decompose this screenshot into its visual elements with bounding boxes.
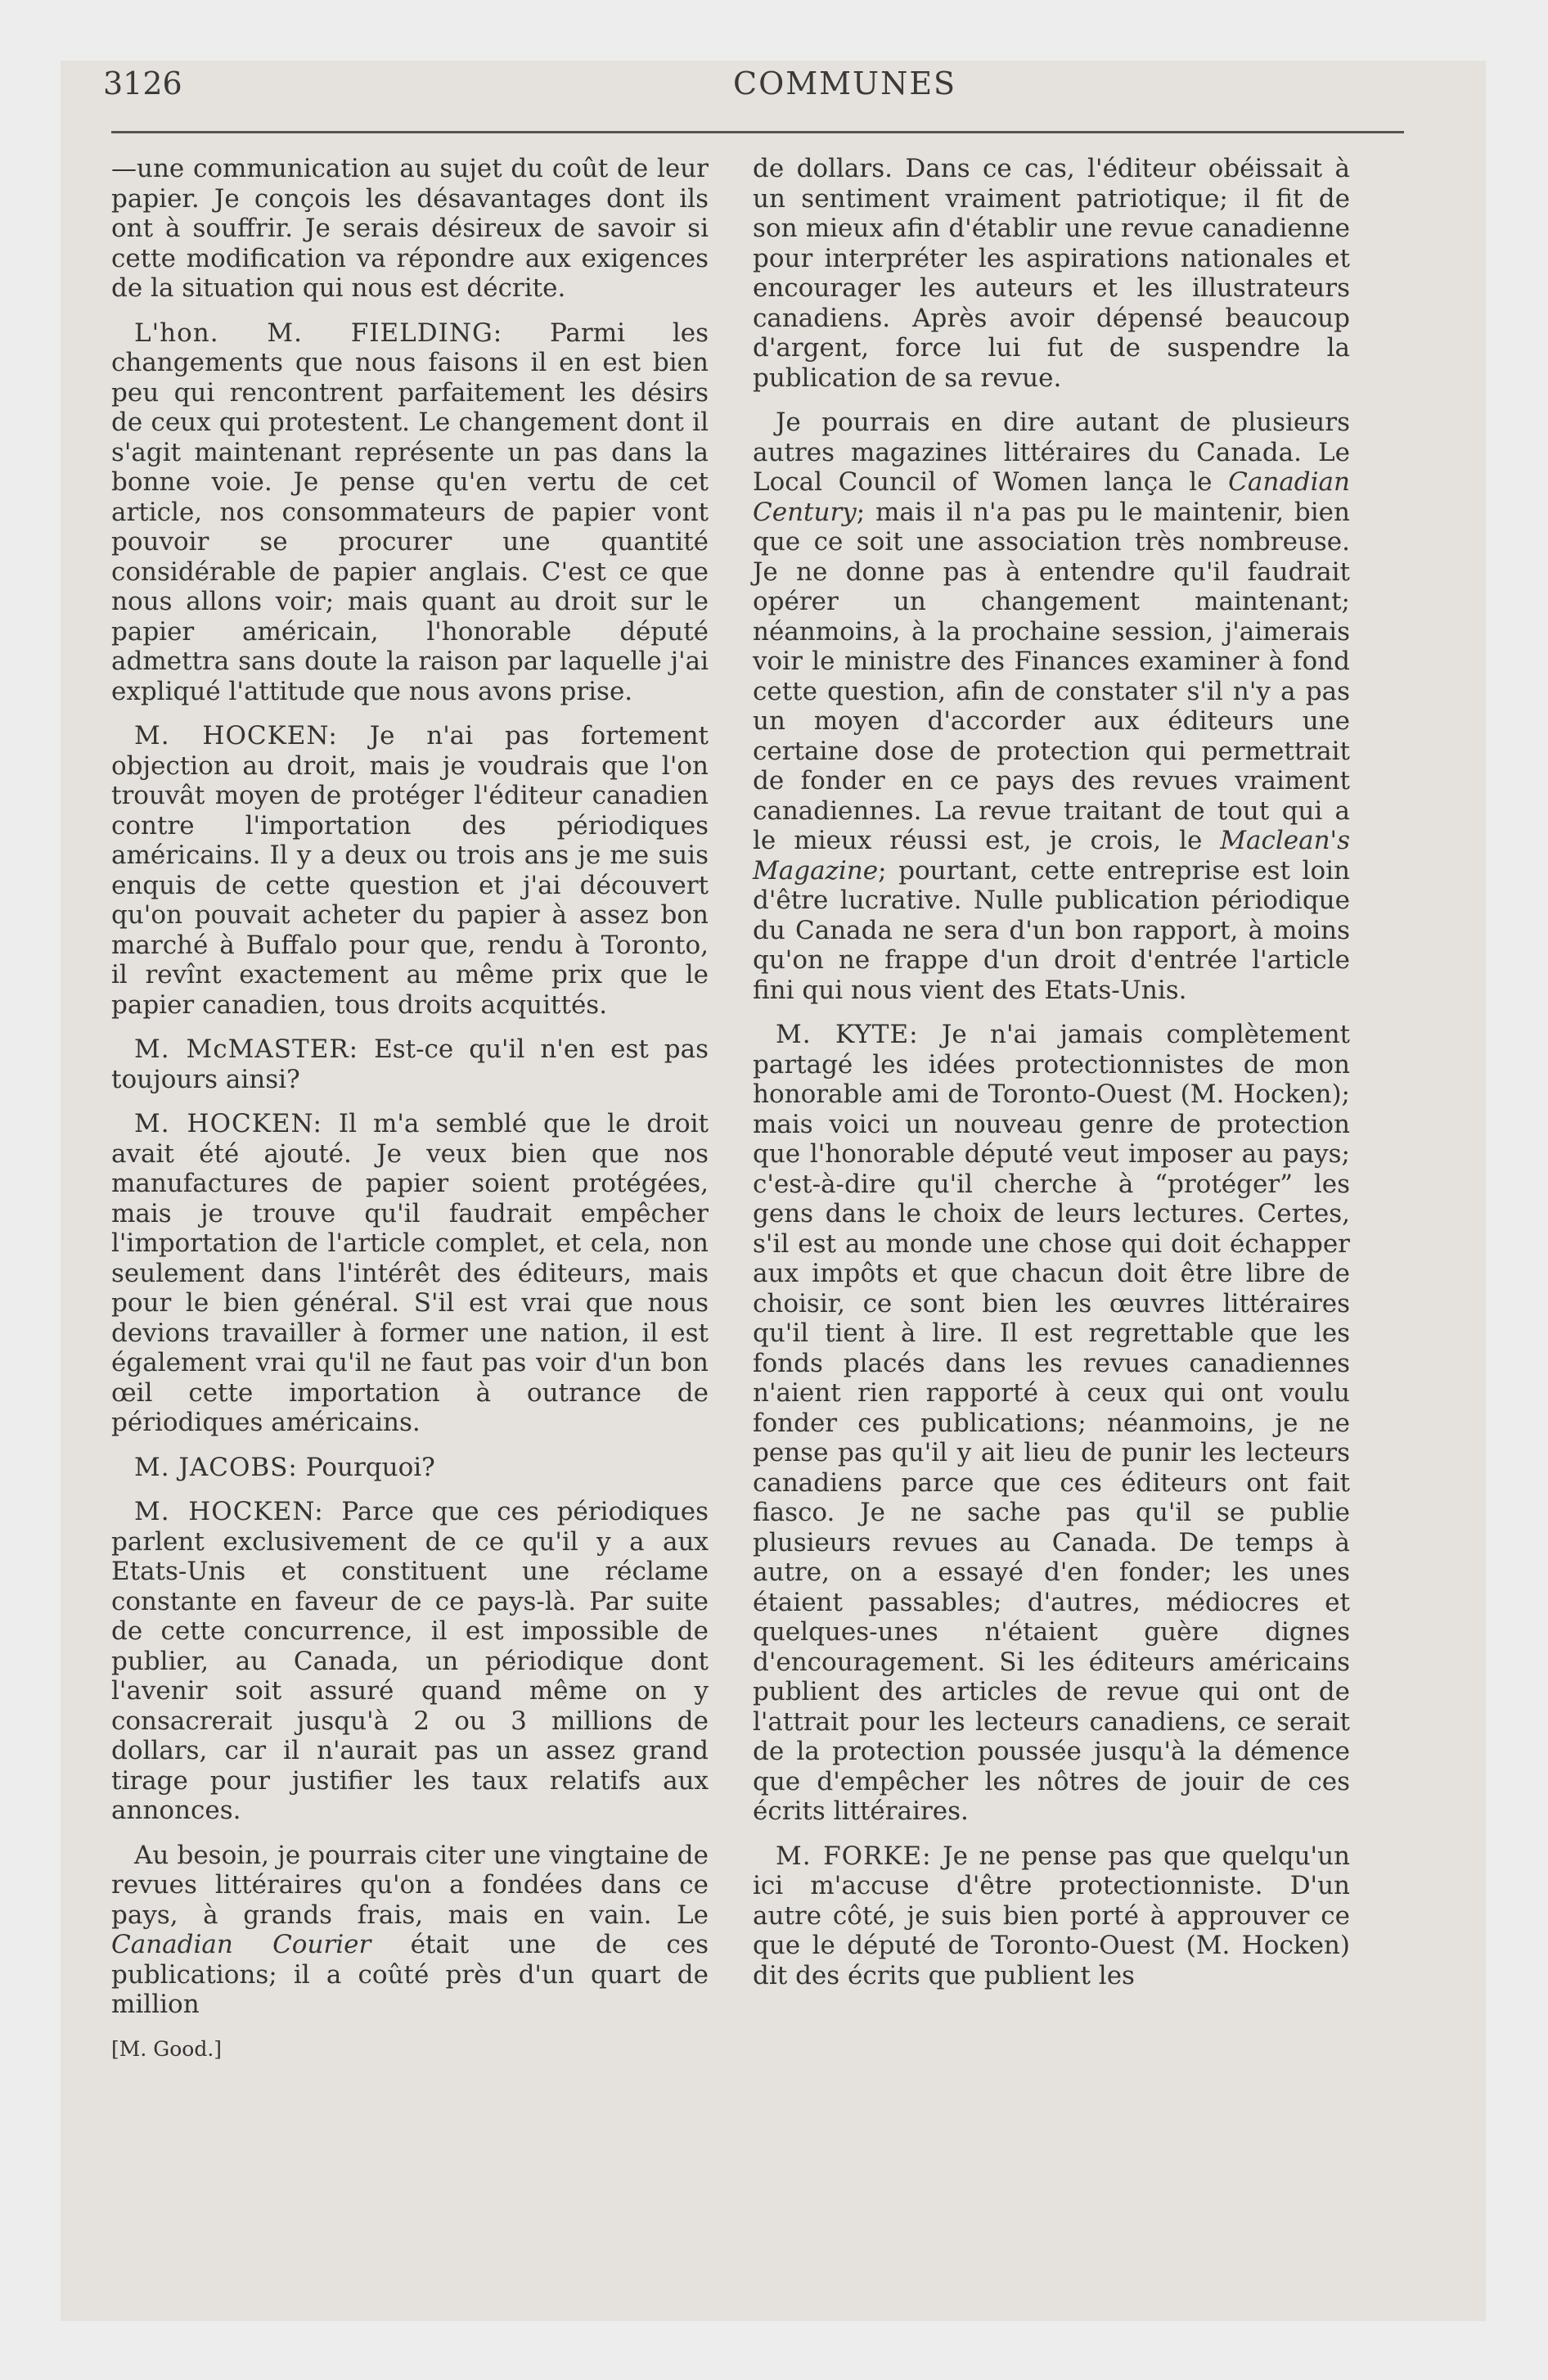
speaker-name: M. HOCKEN:	[134, 1497, 324, 1526]
header-rule	[111, 131, 1404, 133]
speech-text: Parmi les changements que nous faisons il en est bien peu qui rencontrent parfaitement les désirs de ceux qui protestent. Le changement dont il s'agit maintenant représente un pas dans la bonne voie. Je pense qu'en vertu de cet article, nos consommateurs de papier vont pouvoir se procurer une quantité considérable de papier anglais. C'est ce que nous allons voir; mais quant au droit sur le papier américain, l'honorable député admettra sans doute la raison par laquelle j'ai expliqué l'attitude que nous avons prise.	[111, 318, 709, 706]
speech-text: Je n'ai jamais complètement partagé les idées protectionnistes de mon honorable ami de Toronto-Ouest (M. Hocken); mais voici un nouveau genre de protection que l'honorable député veut imposer au pays; c'est-à-dire qu'il cherche à “protéger” les gens dans le choix de leurs lectures. Certes, s'il est au monde une chose qui doit échapper aux impôts et que chacun doit être libre de choisir, ce sont bien les œuvres littéraires qu'il tient à lire. Il est regrettable que les fonds placés dans les revues canadiennes n'aient rien rapporté à ceux qui ont voulu fonder ces publications; néanmoins, je ne pense pas qu'il y ait lieu de punir les lecteurs canadiens parce que ces éditeurs ont fait fiasco. Je ne sache pas qu'il se publie plusieurs revues au Canada. De temps à autre, on a essayé d'en fonder; les unes étaient passables; d'autres, médiocres et quelques-unes n'étaient guère dignes d'encouragement. Si les éditeurs américains publient des articles de revue qui ont de l'attrait pour les lecteurs canadiens, ce serait de la protection poussée jusqu'à la démence que d'empêcher les nôtres de jouir de ces écrits littéraires.	[753, 1020, 1350, 1826]
speaker-name: M. JACOBS:	[134, 1452, 298, 1482]
speaker-name: M. HOCKEN:	[134, 721, 338, 751]
speaker-name: M. KYTE:	[776, 1020, 919, 1049]
paragraph	[111, 1034, 709, 1094]
speech-text: Il m'a semblé que le droit avait été ajouté. Je veux bien que nos manufactures de papier soient protégées, mais je trouve qu'il faudrait empêcher l'importation de l'article complet, et cela, non seulement dans l'intérêt des éditeurs, mais pour le bien général. S'il est vrai que nous devions travailler à former une nation, il est également vrai qu'il ne faut pas voir d'un bon œil cette importation à outrance de périodiques américains.	[111, 1109, 709, 1437]
paragraph	[111, 1841, 709, 2020]
speech-text: Je n'ai pas fortement objection au droit, mais je voudrais que l'on trouvât moyen de protéger l'éditeur canadien contre l'importation des périodiques américains. Il y a deux ou trois ans je me suis enquis de cette question et j'ai découvert qu'on pouvait acheter du papier à assez bon marché à Buffalo pour que, rendu à Toronto, il revînt exactement au même prix que le papier canadien, tous droits acquittés.	[111, 721, 709, 1020]
right-column	[753, 154, 1350, 2005]
page-title: COMMUNES	[733, 65, 957, 101]
speech-text: Pourquoi?	[297, 1452, 435, 1482]
paragraph	[111, 721, 709, 1020]
left-column	[111, 154, 709, 2079]
publication-title: Maclean's Magazine	[753, 826, 1350, 886]
speech-text: Parce que ces périodiques parlent exclusivement de ce qu'il y a aux Etats-Unis et constituent une réclame constante en faveur de ce pays-là. Par suite de cette concurrence, il est impossible de publier, au Canada, un périodique dont l'avenir soit assuré quand même on y consacrerait jusqu'à 2 ou 3 millions de dollars, car il n'aurait pas un assez grand tirage pour justifier les taux relatifs aux annonces.	[111, 1497, 709, 1825]
paragraph	[753, 1841, 1350, 1991]
text-run: était une de ces publications; il a coûté près d'un quart de million	[111, 1930, 709, 2019]
speaker-name: L'hon. M. FIELDING:	[134, 318, 503, 348]
publication-title: Canadian Century	[753, 467, 1350, 527]
speech-text: Est-ce qu'il n'en est pas toujours ainsi?	[111, 1034, 709, 1094]
speaker-name: M. McMASTER:	[134, 1034, 359, 1064]
publication-title: Canadian Courier	[111, 1930, 371, 1959]
text-run: ; mais il n'a pas pu le maintenir, bien que ce soit une association très nombreuse. Je ne donne pas à entendre qu'il faudrait opérer un changement maintenant; néanmoins, à la prochaine session, j'aimerais voir le ministre des Finances examiner à fond cette question, afin de constater s'il n'y a pas un moyen d'accorder aux éditeurs une certaine dose de protection qui permettrait de fonder en ce pays des revues vraiment canadiennes. La revue traitant de tout qui a le mieux réussi est, je crois, le	[753, 497, 1350, 855]
paragraph: —une communication au sujet du coût de leur papier. Je conçois les désavantages dont ils ont à souffrir. Je serais désireux de savoir si cette modification va répondre aux exigences de la situation qui nous est décrite.	[111, 154, 709, 303]
speaker-name: M. HOCKEN:	[134, 1109, 322, 1138]
paragraph: de dollars. Dans ce cas, l'éditeur obéissait à un sentiment vraiment patriotique; il fit de son mieux afin d'établir une revue canadienne pour interpréter les aspirations nationales et encourager les auteurs et les illustrateurs canadiens. Après avoir dépensé beaucoup d'argent, force lui fut de suspendre la publication de sa revue.	[753, 154, 1350, 393]
text-run: Je pourrais en dire autant de plusieurs autres magazines littéraires du Canada. Le Local Council of Women lança le	[753, 408, 1350, 497]
paragraph	[111, 1497, 709, 1826]
page-footnote: [M. Good.]	[111, 2036, 223, 2061]
page-number: 3126	[103, 65, 182, 101]
paragraph	[111, 318, 709, 707]
paragraph	[111, 1109, 709, 1438]
text-run: Au besoin, je pourrais citer une vingtaine de revues littéraires qu'on a fondées dans ce pays, à grands frais, mais en vain. Le	[111, 1840, 709, 1930]
speech-text: Je ne pense pas que quelqu'un ici m'accuse d'être protectionniste. D'un autre côté, je suis bien porté à approuver ce que le député de Toronto-Ouest (M. Hocken) dit des écrits que publient les	[753, 1841, 1350, 1990]
page-header	[103, 65, 1412, 123]
paragraph	[111, 1453, 709, 1483]
paragraph	[753, 1020, 1350, 1827]
speaker-name: M. FORKE:	[776, 1841, 932, 1871]
paragraph	[753, 408, 1350, 1005]
text-run: ; pourtant, cette entreprise est loin d'être lucrative. Nulle publication périodique du Canada ne sera d'un bon rapport, à moins qu'on ne frappe d'un droit d'entrée l'article fini qui nous vient des Etats-Unis.	[753, 855, 1350, 1005]
